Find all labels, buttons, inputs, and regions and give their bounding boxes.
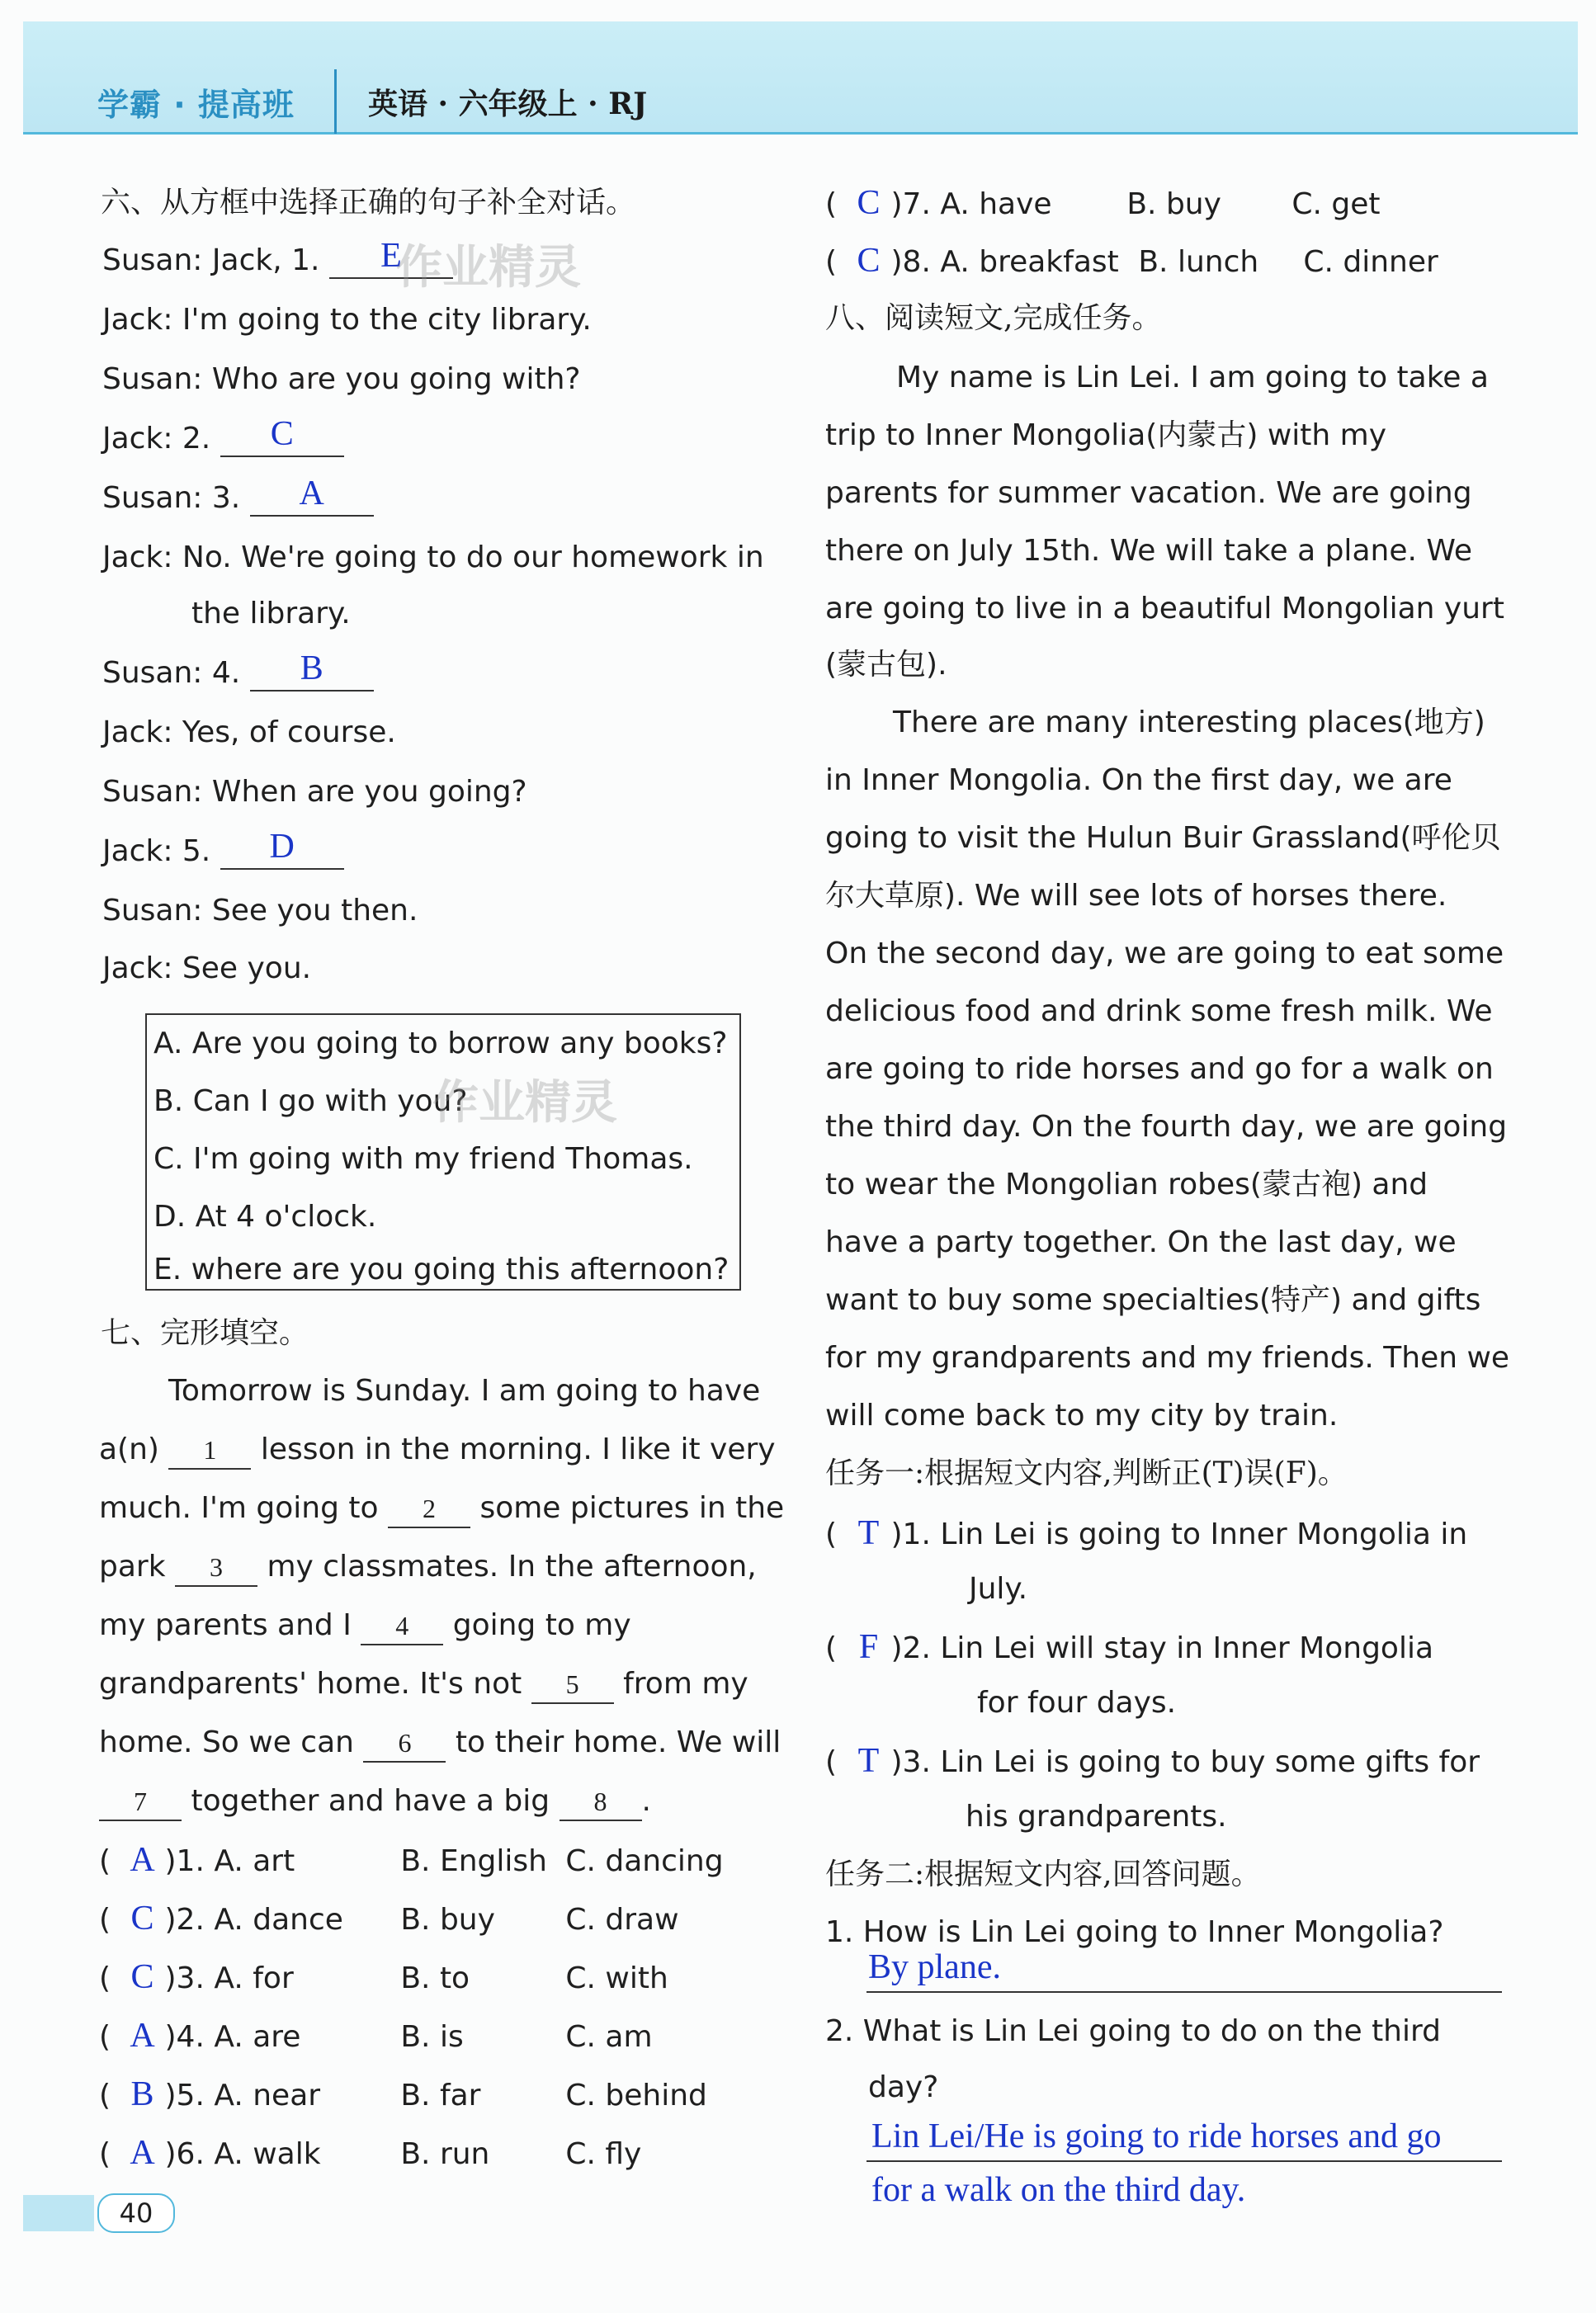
watermark: 作业精灵 [432,1076,617,1130]
question-1: 1. How is Lin Lei going to Inner Mongolia? [825,1915,1444,1949]
page-number-tab [23,2195,94,2231]
dialogue-line-9: Susan: When are you going? [102,775,527,809]
dialogue-line-5: Susan: 3. A [102,480,374,517]
cloze-q5: ( B )5. A. near B. far C. behind [99,2075,707,2113]
section-8-title: 八、阅读短文,完成任务。 [825,301,1162,335]
reading-line-7: There are many interesting places(地方) [893,706,1485,739]
reading-line-2: trip to Inner Mongolia(内蒙古) with my [825,418,1387,452]
dialogue-line-4: Jack: 2. C [102,421,344,457]
dialogue-line-2: Jack: I'm going to the city library. [102,303,592,337]
option-c: C. I'm going with my friend Thomas. [153,1142,693,1176]
reading-line-15: to wear the Mongolian robes(蒙古袍) and [825,1168,1428,1201]
reading-line-11: On the second day, we are going to eat some [825,937,1504,970]
logo-arrow-icon [334,69,337,134]
answer-3: A [299,474,324,512]
reading-line-3: parents for summer vacation. We are going [825,476,1472,510]
tf-q3-cont: his grandparents. [966,1800,1227,1834]
tf-q1: ( T )1. Lin Lei is going to Inner Mongolia in [825,1514,1468,1552]
cloze-line-5: my parents and I 4 going to my [99,1607,631,1645]
page-number: 40 [97,2193,175,2233]
answer-1: E [380,237,402,275]
dialogue-line-7: Susan: 4. B [102,655,374,692]
question-2-cont: day? [868,2070,939,2104]
reading-line-14: the third day. On the fourth day, we are going [825,1110,1508,1144]
reading-line-5: are going to live in a beautiful Mongolian yurt [825,592,1504,625]
dialogue-line-12: Jack: See you. [102,951,312,985]
option-a: A. Are you going to borrow any books? [153,1027,728,1060]
cloze-q3: ( C )3. A. for B. to C. with [99,1958,668,1996]
cloze-line-6: grandparents' home. It's not 5 from my [99,1666,748,1704]
cloze-q8: ( C )8. A. breakfast B. lunch C. dinner [825,242,1438,280]
header-divider [23,132,1578,135]
reading-line-13: are going to ride horses and go for a walk on [825,1052,1494,1086]
dialogue-line-6: Jack: No. We're going to do our homework in [102,540,764,574]
dialogue-line-11: Susan: See you then. [102,894,418,928]
cloze-line-4: park 3 my classmates. In the afternoon, [99,1549,757,1587]
cloze-q6: ( A )6. A. walk B. run C. fly [99,2134,642,2172]
dialogue-line-6b: the library. [191,597,351,630]
tf-q2-cont: for four days. [977,1686,1177,1720]
tf-q2: ( F )2. Lin Lei will stay in Inner Mongolia [825,1628,1434,1666]
reading-line-19: will come back to my city by train. [825,1399,1339,1433]
cloze-q4: ( A )4. A. are B. is C. am [99,2017,653,2055]
reading-line-8: in Inner Mongolia. On the first day, we are [825,763,1452,797]
series-logo: 学霸 · 提高班 [97,87,295,123]
option-d: D. At 4 o'clock. [153,1200,377,1234]
section-6-title: 六、从方框中选择正确的句子补全对话。 [101,186,636,219]
cloze-q2: ( C )2. A. dance B. buy C. draw [99,1900,679,1938]
reading-line-18: for my grandparents and my friends. Then we [825,1341,1510,1375]
answer-q2-line2: for a walk on the third day. [871,2171,1246,2209]
option-b: B. Can I go with you? [153,1084,468,1118]
cloze-line-8: 7 together and have a big 8 . [99,1783,651,1821]
reading-line-16: have a party together. On the last day, we [825,1225,1457,1259]
answer-4: B [300,649,323,687]
reading-line-12: delicious food and drink some fresh milk. We [825,994,1493,1028]
answer-q1: By plane. [868,1948,1001,1986]
cloze-q1: ( A )1. A. art B. English C. dancing [99,1841,724,1879]
cloze-line-2: a(n) 1 lesson in the morning. I like it very [99,1432,776,1470]
reading-line-9: going to visit the Hulun Buir Grassland(呼伦贝 [825,821,1501,855]
watermark: 作业精灵 [396,241,581,295]
question-2: 2. What is Lin Lei going to do on the third [825,2014,1442,2048]
reading-line-4: there on July 15th. We will take a plane. We [825,534,1472,568]
subject-title: 英语 · 六年级上 · RJ [368,87,648,121]
reading-line-10: 尔大草原). We will see lots of horses there. [825,879,1447,913]
answer-5: D [269,828,295,866]
cloze-line-7: home. So we can 6 to their home. We will [99,1725,781,1763]
task1-title: 任务一:根据短文内容,判断正(T)误(F)。 [825,1456,1348,1490]
dialogue-line-3: Susan: Who are you going with? [102,362,581,396]
reading-line-6: (蒙古包). [825,648,947,682]
answer-2: C [270,415,294,453]
task2-title: 任务二:根据短文内容,回答问题。 [825,1857,1261,1891]
cloze-line-3: much. I'm going to 2 some pictures in the [99,1490,784,1528]
dialogue-line-8: Jack: Yes, of course. [102,715,396,749]
option-e: E. where are you going this afternoon? [153,1253,730,1286]
options-box [145,1013,741,1291]
answer-line-2 [866,2160,1502,2162]
answer-q2-line1: Lin Lei/He is going to ride horses and go [871,2117,1442,2155]
section-7-title: 七、完形填空。 [101,1316,309,1350]
answer-line-1 [866,1991,1502,1993]
tf-q3: ( T )3. Lin Lei is going to buy some gifts for [825,1742,1480,1780]
dialogue-line-1: Susan: Jack, 1. E [102,243,453,279]
tf-q1-cont: July. [969,1572,1028,1606]
reading-line-1: My name is Lin Lei. I am going to take a [896,361,1489,394]
dialogue-line-10: Jack: 5. D [102,833,344,870]
reading-line-17: want to buy some specialties(特产) and gifts [825,1283,1481,1317]
cloze-q7: ( C )7. A. have B. buy C. get [825,184,1381,222]
cloze-line-1: Tomorrow is Sunday. I am going to have [168,1374,761,1408]
